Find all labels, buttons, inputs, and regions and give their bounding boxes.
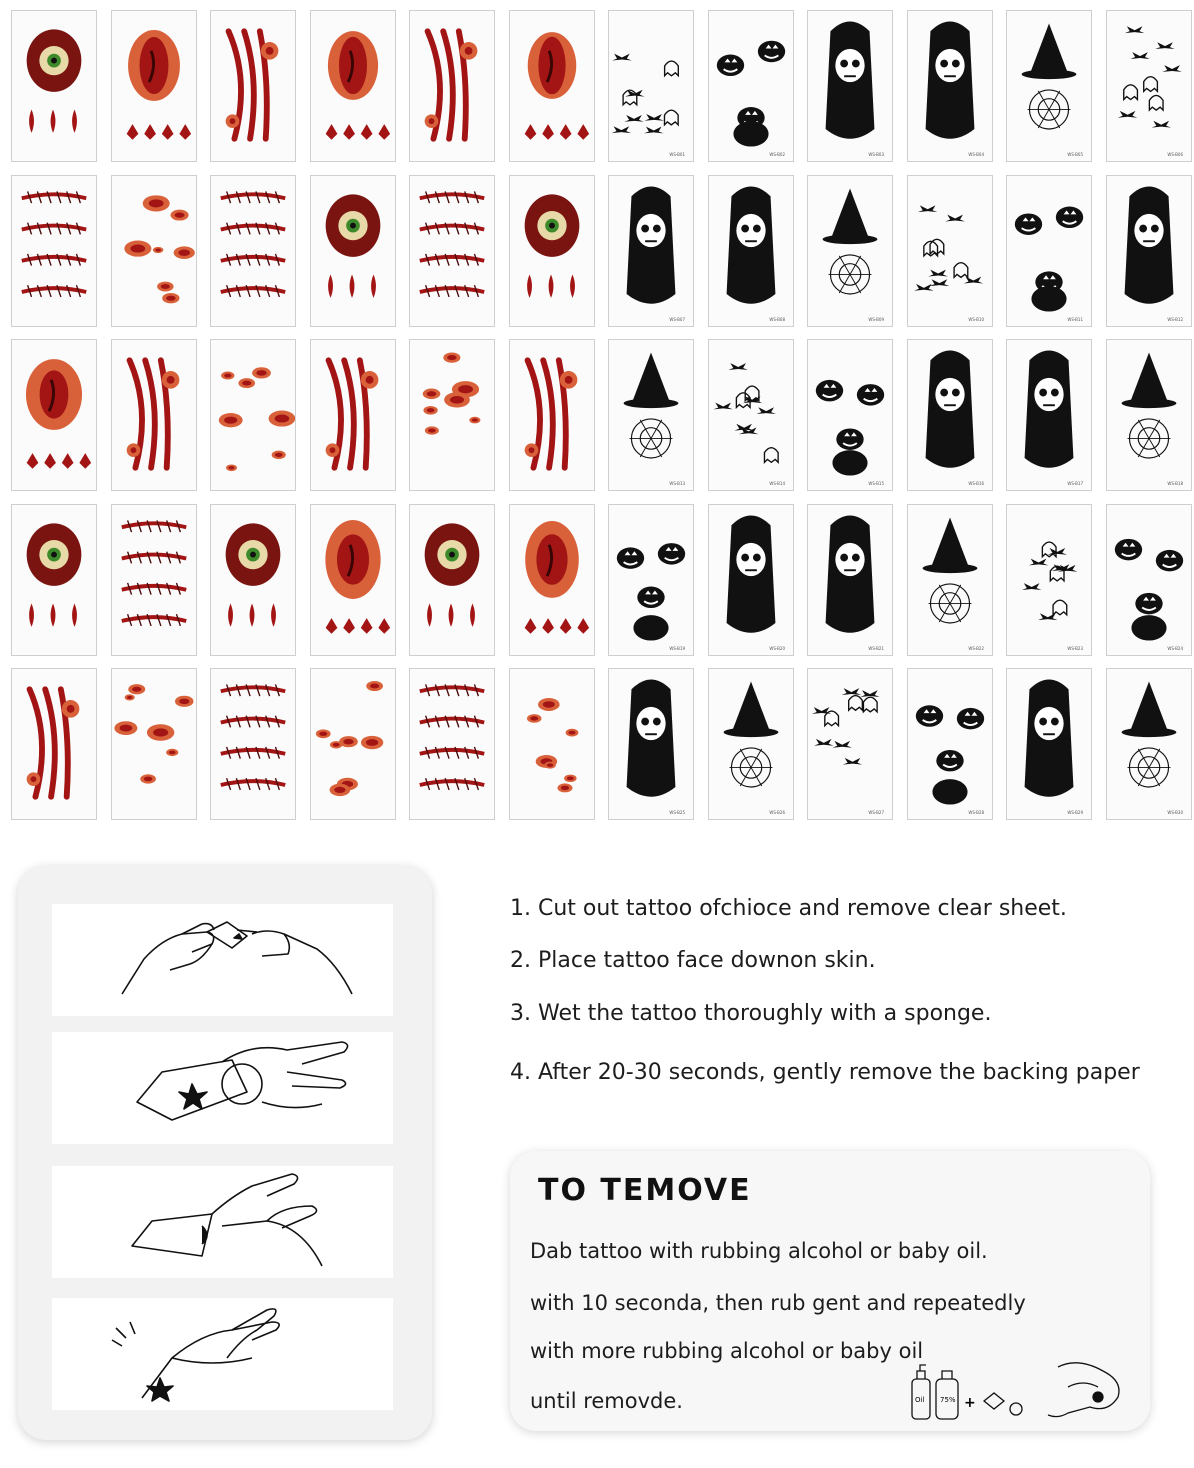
sheet-code: WS-B16 — [968, 481, 984, 486]
wound-illustration-icon — [112, 669, 196, 819]
halloween-tattoo-sheet — [708, 668, 794, 820]
sheet-code: WS-B09 — [868, 317, 884, 322]
wound-illustration-icon — [410, 505, 494, 655]
spooky-illustration-icon — [908, 669, 992, 819]
sheet-code: WS-B13 — [669, 481, 685, 486]
spooky-illustration-icon — [609, 669, 693, 819]
gore-tattoo-sheet — [111, 10, 197, 162]
halloween-tattoo-sheet — [807, 339, 893, 491]
tattoo-sheet-grid — [11, 10, 1194, 828]
halloween-tattoo-sheet — [1006, 339, 1092, 491]
wound-illustration-icon — [12, 11, 96, 161]
halloween-tattoo-sheet — [1106, 668, 1192, 820]
spooky-illustration-icon — [808, 11, 892, 161]
wound-illustration-icon — [510, 340, 594, 490]
hand-sponge-icon — [52, 1166, 393, 1278]
wound-illustration-icon — [410, 669, 494, 819]
halloween-tattoo-sheet — [907, 10, 993, 162]
hand-pressing-paper-icon — [52, 1032, 393, 1144]
spooky-illustration-icon — [908, 176, 992, 326]
wound-illustration-icon — [311, 11, 395, 161]
wound-illustration-icon — [211, 11, 295, 161]
halloween-tattoo-sheet — [608, 175, 694, 327]
removal-line-3: with more rubbing alcohol or baby oil — [530, 1339, 924, 1363]
gore-tattoo-sheet — [509, 175, 595, 327]
sheet-code: WS-B08 — [769, 317, 785, 322]
gore-tattoo-sheet — [210, 175, 296, 327]
gore-tattoo-sheet — [310, 668, 396, 820]
wound-illustration-icon — [510, 11, 594, 161]
gore-tattoo-sheet — [11, 175, 97, 327]
wound-illustration-icon — [12, 505, 96, 655]
sheet-code: WS-B25 — [669, 810, 685, 815]
wound-illustration-icon — [311, 505, 395, 655]
halloween-tattoo-sheet — [807, 10, 893, 162]
gore-tattoo-sheet — [11, 10, 97, 162]
sheet-code: WS-B22 — [968, 646, 984, 651]
halloween-tattoo-sheet — [807, 504, 893, 656]
wound-illustration-icon — [12, 669, 96, 819]
spooky-illustration-icon — [609, 505, 693, 655]
spooky-illustration-icon — [1007, 505, 1091, 655]
sheet-code: WS-B12 — [1167, 317, 1183, 322]
wound-illustration-icon — [211, 669, 295, 819]
instruction-step-2: 2. Place tattoo face downon skin. — [510, 948, 876, 973]
wound-illustration-icon — [112, 176, 196, 326]
removal-instructions-card — [510, 1151, 1150, 1431]
step-cut-illustration — [52, 904, 393, 1016]
spooky-illustration-icon — [1007, 11, 1091, 161]
halloween-tattoo-sheet — [608, 668, 694, 820]
gore-tattoo-sheet — [509, 339, 595, 491]
wound-illustration-icon — [211, 505, 295, 655]
spooky-illustration-icon — [1107, 669, 1191, 819]
cotton-pad-icon — [984, 1393, 1004, 1409]
oil-bottle-label: Oil — [915, 1396, 925, 1404]
spooky-illustration-icon — [908, 505, 992, 655]
sheet-code: WS-B04 — [968, 152, 984, 157]
halloween-tattoo-sheet — [907, 175, 993, 327]
gore-tattoo-sheet — [409, 175, 495, 327]
removal-line-4: until removde. — [530, 1389, 683, 1413]
gore-tattoo-sheet — [310, 339, 396, 491]
sheet-code: WS-B24 — [1167, 646, 1183, 651]
sheet-code: WS-B10 — [968, 317, 984, 322]
halloween-tattoo-sheet — [807, 175, 893, 327]
gore-tattoo-sheet — [210, 10, 296, 162]
halloween-tattoo-sheet — [1106, 504, 1192, 656]
spooky-illustration-icon — [609, 176, 693, 326]
sheet-code: WS-B05 — [1067, 152, 1083, 157]
gore-tattoo-sheet — [509, 504, 595, 656]
step-place-illustration — [52, 1032, 393, 1144]
spooky-illustration-icon — [808, 505, 892, 655]
sheet-code: WS-B07 — [669, 317, 685, 322]
spooky-illustration-icon — [709, 505, 793, 655]
halloween-tattoo-sheet — [1006, 10, 1092, 162]
sheet-code: WS-B06 — [1167, 152, 1183, 157]
removal-illustration — [908, 1357, 1140, 1427]
spooky-illustration-icon — [709, 340, 793, 490]
spooky-illustration-icon — [1107, 11, 1191, 161]
application-steps-card — [18, 866, 432, 1440]
wound-illustration-icon — [211, 340, 295, 490]
halloween-tattoo-sheet — [1006, 504, 1092, 656]
wound-illustration-icon — [12, 340, 96, 490]
sheet-code: WS-B29 — [1067, 810, 1083, 815]
removal-line-2: with 10 seconda, then rub gent and repeatedly — [530, 1291, 1026, 1315]
halloween-tattoo-sheet — [807, 668, 893, 820]
wound-illustration-icon — [112, 340, 196, 490]
sheet-code: WS-B14 — [769, 481, 785, 486]
spooky-illustration-icon — [1007, 669, 1091, 819]
sheet-code: WS-B21 — [868, 646, 884, 651]
hands-peeling-icon — [52, 904, 393, 1016]
halloween-tattoo-sheet — [608, 339, 694, 491]
halloween-tattoo-sheet — [1106, 10, 1192, 162]
step-wet-illustration — [52, 1166, 393, 1278]
spooky-illustration-icon — [1107, 176, 1191, 326]
wound-illustration-icon — [410, 176, 494, 326]
wound-illustration-icon — [410, 11, 494, 161]
gore-tattoo-sheet — [409, 668, 495, 820]
halloween-tattoo-sheet — [708, 339, 794, 491]
wound-illustration-icon — [410, 340, 494, 490]
spooky-illustration-icon — [908, 340, 992, 490]
sheet-code: WS-B27 — [868, 810, 884, 815]
halloween-tattoo-sheet — [1006, 668, 1092, 820]
instruction-step-4: 4. After 20-30 seconds, gently remove the backing paper — [510, 1060, 1140, 1085]
gore-tattoo-sheet — [111, 339, 197, 491]
removal-title: TO TEMOVE — [538, 1173, 752, 1208]
sheet-code: WS-B20 — [769, 646, 785, 651]
spooky-illustration-icon — [1107, 340, 1191, 490]
wound-illustration-icon — [311, 176, 395, 326]
gore-tattoo-sheet — [210, 339, 296, 491]
sheet-code: WS-B17 — [1067, 481, 1083, 486]
gore-tattoo-sheet — [111, 668, 197, 820]
wound-illustration-icon — [112, 11, 196, 161]
gore-tattoo-sheet — [509, 10, 595, 162]
spooky-illustration-icon — [908, 11, 992, 161]
sheet-code: WS-B15 — [868, 481, 884, 486]
spooky-illustration-icon — [808, 176, 892, 326]
spooky-illustration-icon — [609, 340, 693, 490]
gore-tattoo-sheet — [509, 668, 595, 820]
wound-illustration-icon — [510, 176, 594, 326]
step-peel-illustration — [52, 1298, 393, 1410]
spooky-illustration-icon — [1007, 340, 1091, 490]
spooky-illustration-icon — [709, 176, 793, 326]
gore-tattoo-sheet — [210, 668, 296, 820]
wound-illustration-icon — [112, 505, 196, 655]
gore-tattoo-sheet — [210, 504, 296, 656]
gore-tattoo-sheet — [310, 504, 396, 656]
halloween-tattoo-sheet — [608, 10, 694, 162]
halloween-tattoo-sheet — [1106, 339, 1192, 491]
gore-tattoo-sheet — [409, 339, 495, 491]
wound-illustration-icon — [12, 176, 96, 326]
sheet-code: WS-B19 — [669, 646, 685, 651]
wound-illustration-icon — [510, 505, 594, 655]
sheet-code: WS-B02 — [769, 152, 785, 157]
gore-tattoo-sheet — [111, 504, 197, 656]
halloween-tattoo-sheet — [907, 504, 993, 656]
spooky-illustration-icon — [808, 340, 892, 490]
sheet-code: WS-B11 — [1067, 317, 1083, 322]
spooky-illustration-icon — [808, 669, 892, 819]
sheet-code: WS-B03 — [868, 152, 884, 157]
gore-tattoo-sheet — [111, 175, 197, 327]
halloween-tattoo-sheet — [608, 504, 694, 656]
gore-tattoo-sheet — [409, 504, 495, 656]
halloween-tattoo-sheet — [708, 504, 794, 656]
alcohol-bottle-label: 75% — [940, 1396, 956, 1404]
wound-illustration-icon — [510, 669, 594, 819]
sheet-code: WS-B01 — [669, 152, 685, 157]
wound-illustration-icon — [311, 340, 395, 490]
halloween-tattoo-sheet — [907, 668, 993, 820]
gore-tattoo-sheet — [11, 504, 97, 656]
spooky-illustration-icon — [1007, 176, 1091, 326]
gore-tattoo-sheet — [409, 10, 495, 162]
arm-with-star-tattoo-icon — [52, 1298, 393, 1410]
gore-tattoo-sheet — [310, 175, 396, 327]
removal-line-1: Dab tattoo with rubbing alcohol or baby oil. — [530, 1239, 988, 1263]
sheet-code: WS-B30 — [1167, 810, 1183, 815]
gore-tattoo-sheet — [11, 668, 97, 820]
instruction-step-3: 3. Wet the tattoo thoroughly with a sponge. — [510, 1001, 992, 1026]
plus-sign: + — [964, 1395, 976, 1411]
sheet-code: WS-B26 — [769, 810, 785, 815]
gore-tattoo-sheet — [310, 10, 396, 162]
halloween-tattoo-sheet — [907, 339, 993, 491]
sheet-code: WS-B28 — [968, 810, 984, 815]
wound-illustration-icon — [211, 176, 295, 326]
spooky-illustration-icon — [1107, 505, 1191, 655]
halloween-tattoo-sheet — [708, 10, 794, 162]
instruction-step-1: 1. Cut out tattoo ofchioce and remove clear sheet. — [510, 896, 1067, 921]
halloween-tattoo-sheet — [1106, 175, 1192, 327]
sheet-code: WS-B23 — [1067, 646, 1083, 651]
halloween-tattoo-sheet — [1006, 175, 1092, 327]
spooky-illustration-icon — [709, 669, 793, 819]
halloween-tattoo-sheet — [708, 175, 794, 327]
spooky-illustration-icon — [609, 11, 693, 161]
gore-tattoo-sheet — [11, 339, 97, 491]
sheet-code: WS-B18 — [1167, 481, 1183, 486]
wound-illustration-icon — [311, 669, 395, 819]
spooky-illustration-icon — [709, 11, 793, 161]
